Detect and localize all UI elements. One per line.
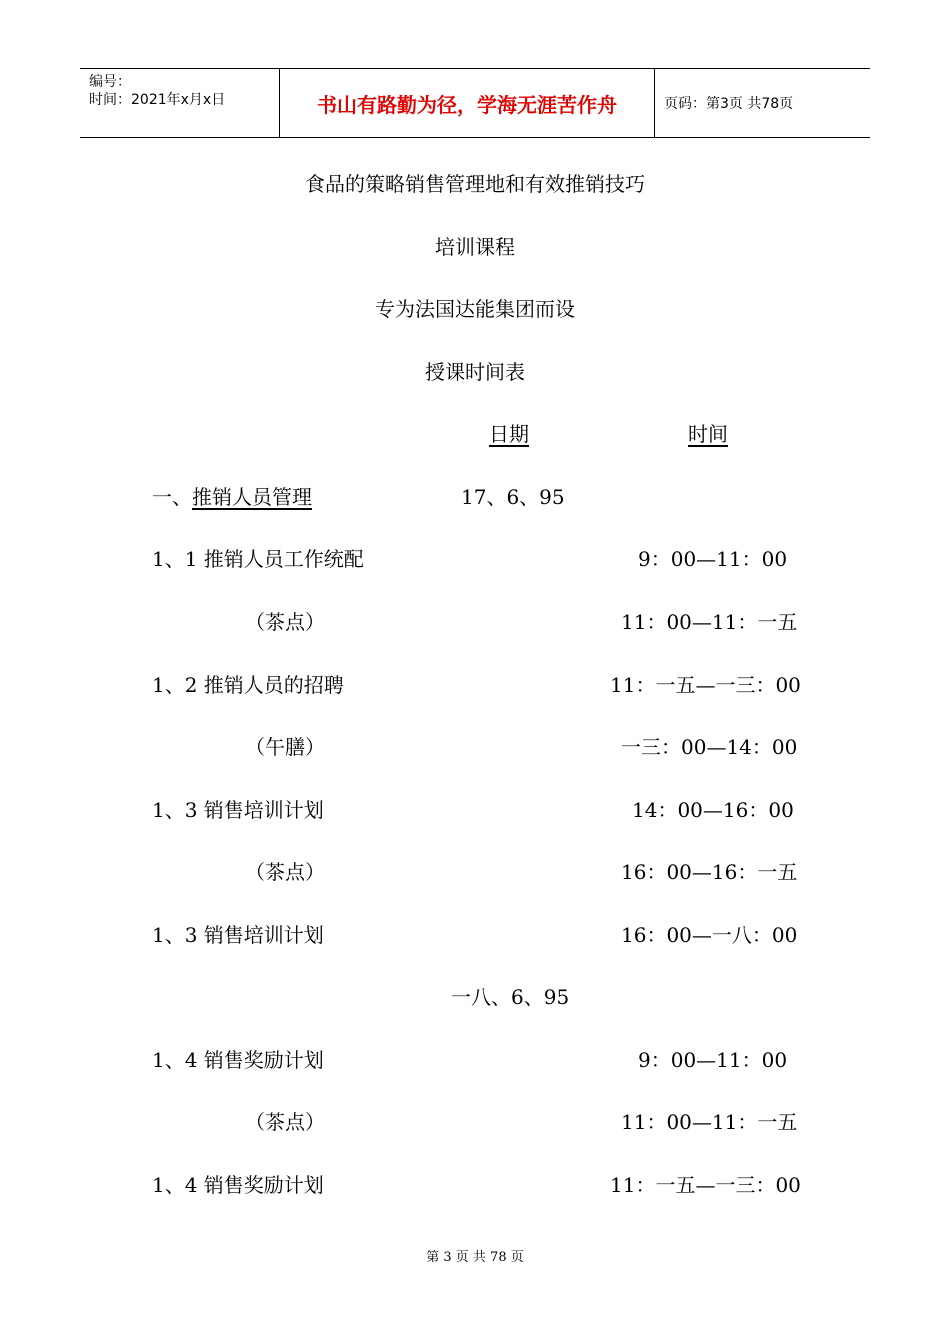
column-date-header: 日期 xyxy=(489,422,529,446)
header-meta xyxy=(80,69,280,137)
schedule-item: 1、3 销售培训计划 xyxy=(152,923,324,947)
schedule-item: 1、1 推销人员工作统配 xyxy=(152,547,364,571)
schedule-item: （午膳） xyxy=(245,735,325,759)
doc-subtitle: 培训课程 xyxy=(435,235,515,259)
schedule-time: 11：一五—一三：00 xyxy=(610,673,801,697)
section-prefix: 一、 xyxy=(152,485,192,509)
schedule-item: 1、3 销售培训计划 xyxy=(152,798,324,822)
doc-title: 食品的策略销售管理地和有效推销技巧 xyxy=(305,172,645,196)
schedule-time: 9：00—11：00 xyxy=(638,547,788,571)
schedule-time: 14：00—16：00 xyxy=(632,798,794,822)
header-motto: 书山有路勤为径，学海无涯苦作舟 xyxy=(280,69,655,137)
schedule-time: 9：00—11：00 xyxy=(638,1048,788,1072)
section-heading xyxy=(152,485,312,509)
schedule-item: （茶点） xyxy=(245,1110,325,1134)
page-footer: 第 3 页 共 78 页 xyxy=(426,1250,524,1265)
section-date: 17、6、95 xyxy=(461,485,565,509)
header-date: 时间：2021年x月x日 xyxy=(89,92,226,108)
schedule-item: 1、4 销售奖励计划 xyxy=(152,1173,324,1197)
schedule-time: 16：00—一八：00 xyxy=(621,923,798,947)
schedule-item: 1、4 销售奖励计划 xyxy=(152,1048,324,1072)
doc-client: 专为法国达能集团而设 xyxy=(375,297,575,321)
document-header xyxy=(80,68,870,138)
column-time-header: 时间 xyxy=(688,422,728,446)
schedule-heading: 授课时间表 xyxy=(425,360,525,384)
schedule-time: 11：00—11：一五 xyxy=(621,1110,798,1134)
schedule-item: （茶点） xyxy=(245,860,325,884)
schedule-item: （茶点） xyxy=(245,610,325,634)
section-label: 推销人员管理 xyxy=(192,485,312,509)
schedule-item: 1、2 推销人员的招聘 xyxy=(152,673,344,697)
schedule-time: 16：00—16：一五 xyxy=(621,860,798,884)
schedule-time: 11：00—11：一五 xyxy=(621,610,798,634)
header-page-info: 页码：第3页 共78页 xyxy=(664,96,794,112)
header-number: 编号： xyxy=(89,74,131,90)
schedule-time: 11：一五—一三：00 xyxy=(610,1173,801,1197)
section-date-2: 一八、6、95 xyxy=(451,985,570,1009)
schedule-time: 一三：00—14：00 xyxy=(621,735,798,759)
